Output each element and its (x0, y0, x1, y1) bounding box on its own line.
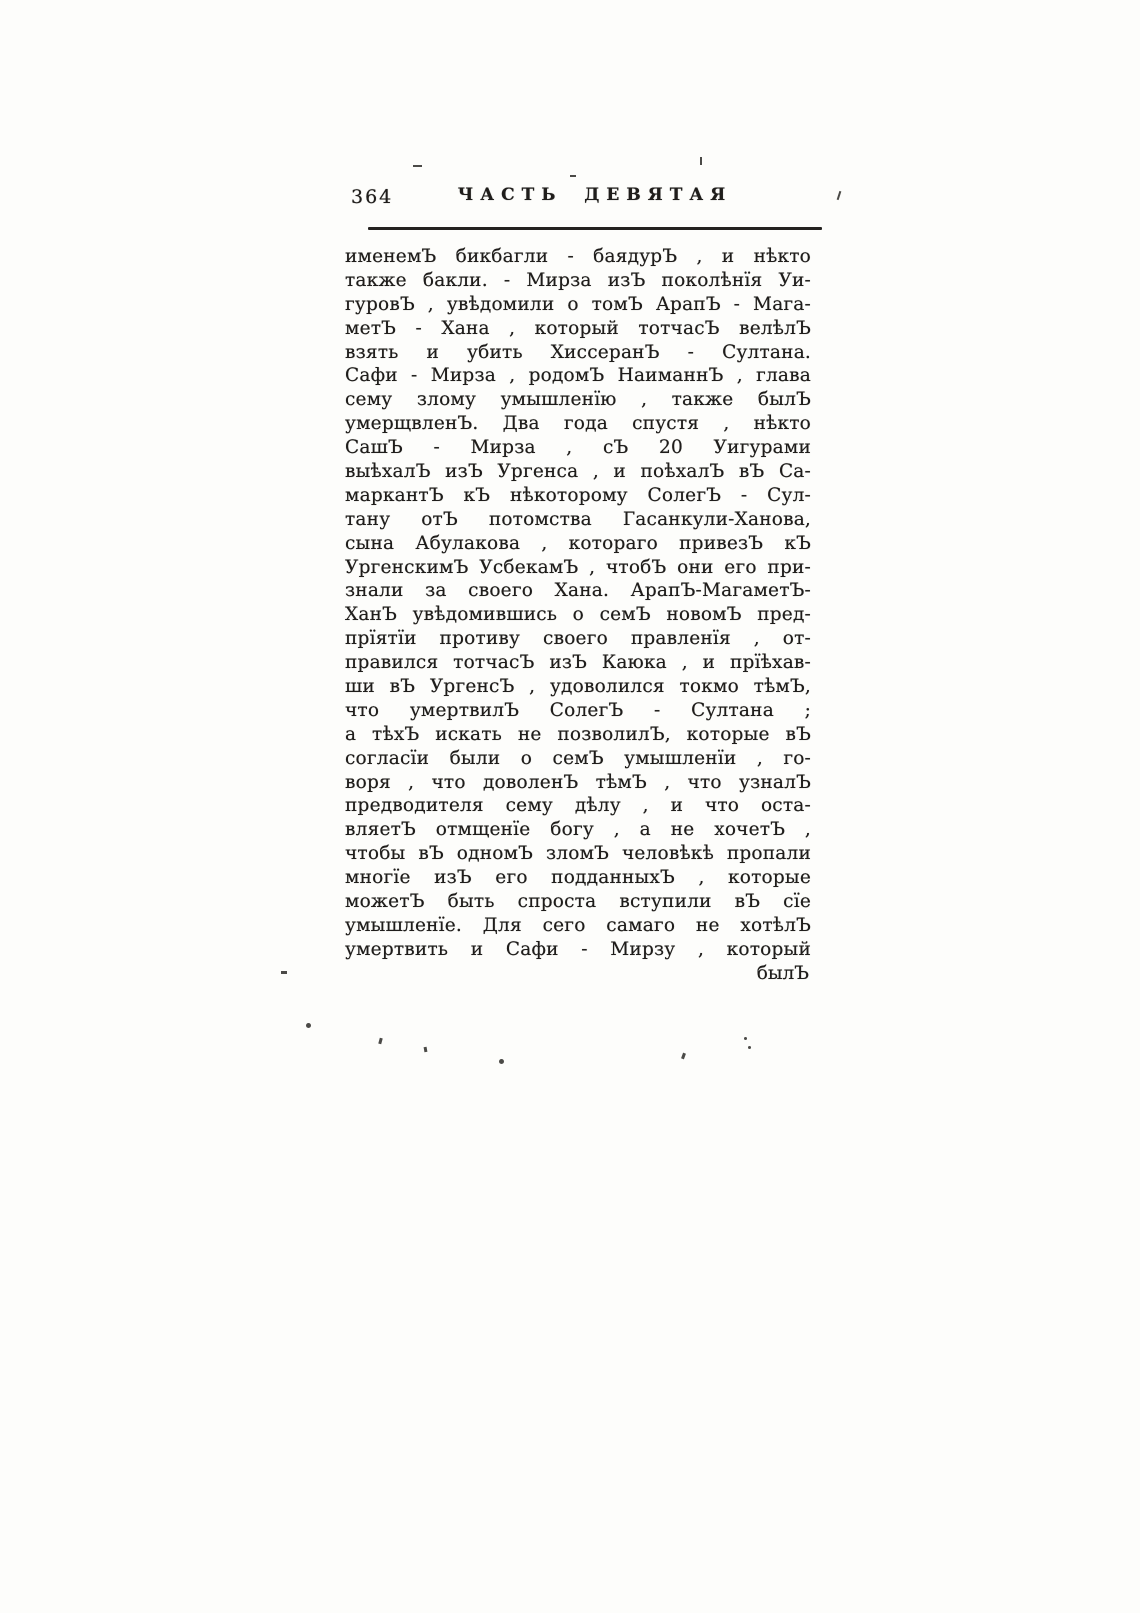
text-line: сему злому умышленїю , также былЪ (345, 389, 811, 411)
text-line: многїе изЪ его подданныхЪ , которые (345, 867, 811, 889)
ink-speck (413, 165, 422, 167)
ink-speck (681, 1053, 686, 1060)
ink-speck (700, 157, 702, 165)
text-line: знали за своего Хана. АрапЪ-МагаметЪ- (345, 580, 811, 602)
catchword: былЪ (756, 963, 809, 984)
ink-speck (306, 1023, 311, 1028)
text-line: вляетЪ отмщенїе богу , а не хочетЪ , (345, 819, 811, 841)
text-line: прїятїи противу своего правленїя , от- (345, 628, 811, 650)
text-line: Сафи - Мирза , родомЪ НаиманнЪ , глава (345, 365, 811, 387)
page-header (345, 184, 811, 218)
text-line: выѣхалЪ изЪ Ургенса , и поѣхалЪ вЪ Са- (345, 461, 811, 483)
text-block (345, 245, 811, 962)
text-line: умерщвленЪ. Два года спустя , нѣкто (345, 413, 811, 435)
ink-speck (499, 1059, 504, 1064)
text-line: гуровЪ , увѣдомили о томЪ АрапЪ - Мага- (345, 293, 811, 315)
text-line: маркантЪ кЪ нѣкоторому СолегЪ - Сул- (345, 484, 811, 506)
text-line: что умертвилЪ СолегЪ - Султана ; (345, 699, 811, 721)
text-line: ши вЪ УргенсЪ , удоволился токмо тѣмЪ, (345, 676, 811, 698)
ink-speck (424, 1047, 428, 1052)
text-line: также бакли. - Мирза изЪ поколѣнїя Уи- (345, 269, 811, 291)
text-line: воря , что доволенЪ тѣмЪ , что узналЪ (345, 771, 811, 793)
text-line: согласїи были о семЪ умышленїи , го- (345, 747, 811, 769)
ink-speck (281, 971, 287, 974)
text-line: ХанЪ увѣдомившись о семЪ новомЪ пред- (345, 604, 811, 626)
text-line: а тѣхЪ искать не позволилЪ, которые вЪ (345, 723, 811, 745)
ink-speck (744, 1037, 747, 1040)
chapter-title: ЧАСТЬ ДЕВЯТАЯ (457, 185, 733, 205)
text-line: предводителя сему дѣлу , и что оста- (345, 795, 811, 817)
text-line: чтобы вЪ одномЪ зломЪ человѣкѣ пропали (345, 843, 811, 865)
text-line: метЪ - Хана , который тотчасЪ велѣлЪ (345, 317, 811, 339)
ink-speck (748, 1046, 751, 1049)
text-line: тану отЪ потомства Гасанкули-Ханова, (345, 508, 811, 530)
text-line: можетЪ быть спроста вступили вЪ сїе (345, 891, 811, 913)
text-line: правился тотчасЪ изЪ Каюка , и прїѣхав- (345, 652, 811, 674)
text-line: именемЪ бикбагли - баядурЪ , и нѣкто (345, 246, 811, 267)
text-line: СашЪ - Мирза , сЪ 20 Уигурами (345, 437, 811, 459)
ink-speck (837, 191, 842, 200)
text-line: взять и убить ХиссеранЪ - Султана. (345, 341, 811, 363)
ink-speck (378, 1038, 382, 1045)
text-line: умышленїе. Для сего самаго не хотѣлЪ (345, 914, 811, 936)
page-number: 364 (351, 186, 394, 208)
text-line: умертвить и Сафи - Мирзу , который (345, 938, 811, 960)
header-rule (368, 227, 822, 230)
text-line: сына Абулакова , котораго привезЪ кЪ (345, 532, 811, 554)
ink-speck (570, 175, 576, 177)
text-line: УргенскимЪ УсбекамЪ , чтобЪ они его при- (345, 556, 811, 578)
